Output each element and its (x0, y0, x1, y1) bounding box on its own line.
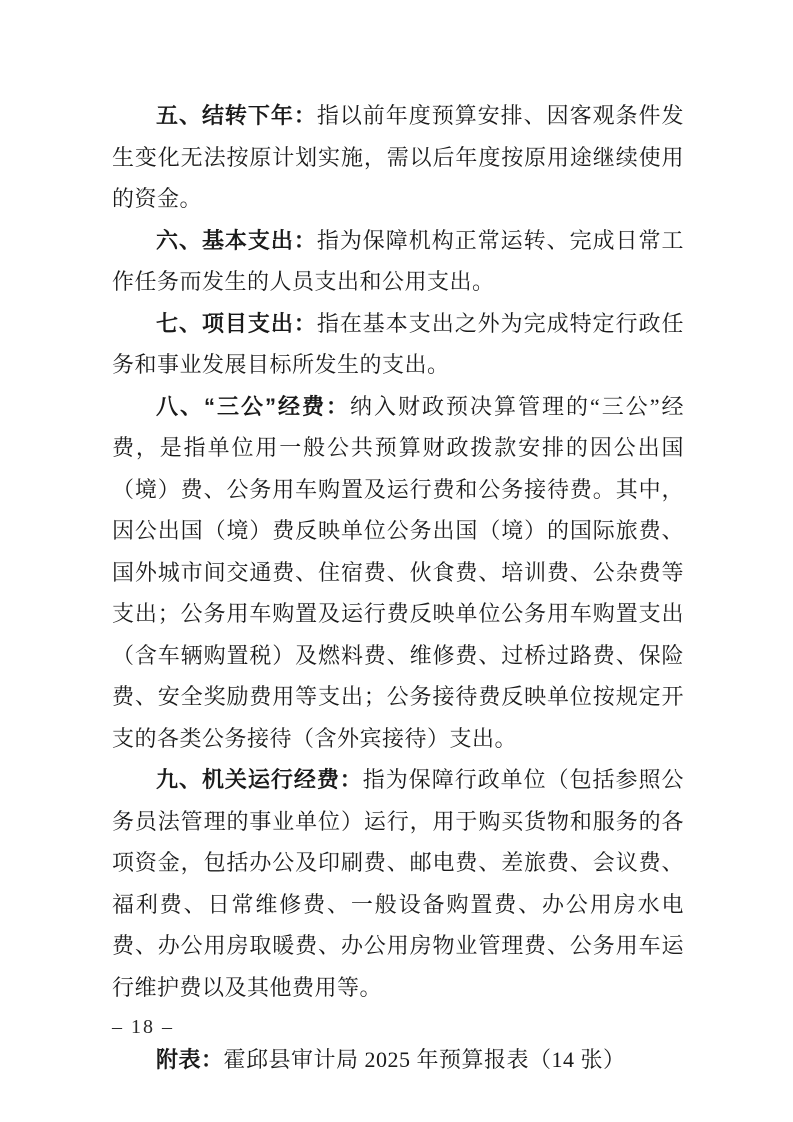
paragraph-term-9-agency-operating-funds (112, 759, 684, 1008)
paragraph-term-6-text: 指为保障机构正常运转、完成日常工作任务而发生的人员支出和公用支出。 (112, 227, 684, 294)
document-body (112, 95, 684, 1081)
paragraph-term-7-text: 指在基本支出之外为完成特定行政任务和事业发展目标所发生的支出。 (112, 310, 684, 377)
paragraph-term-6-basic-expenditure (112, 220, 684, 303)
paragraph-term-5-text: 指以前年度预算安排、因客观条件发生变化无法按原计划实施，需以后年度按原用途继续使用的资金。 (112, 103, 684, 211)
paragraph-term-9-text: 指为保障行政单位（包括参照公务员法管理的事业单位）运行，用于购买货物和服务的各项资金，包括办公及印刷费、邮电费、差旅费、会议费、福利费、日常维修费、一般设备购置费、办公用房水电费、办公用房取暖费、办公用房物业管理费、公务用车运行维护费以及其他费用等。 (112, 767, 684, 1000)
attachment-note-text: 霍邱县审计局 2025 年预算报表（14 张） (223, 1047, 626, 1072)
attachment-note-label: 附表： (156, 1047, 224, 1072)
paragraph-term-8-text: 纳入财政预决算管理的“三公”经费，是指单位用一般公共预算财政拨款安排的因公出国（境）费、公务用车购置及运行费和公务接待费。其中，因公出国（境）费反映单位公务出国（境）的国际旅费、国外城市间交通费、住宿费、伙食费、培训费、公杂费等支出；公务用车购置及运行费反映单位公务用车购置支出（含车辆购置税）及燃料费、维修费、过桥过路费、保险费、安全奖励费用等支出；公务接待费反映单位按规定开支的各类公务接待（含外宾接待）支出。 (112, 393, 684, 751)
paragraph-term-8-label: 八、“三公”经费： (156, 393, 350, 419)
paragraph-term-8-three-public-funds (112, 386, 684, 760)
paragraph-term-9-label: 九、机关运行经费： (156, 767, 363, 792)
paragraph-term-5-label: 五、结转下年： (156, 103, 317, 128)
paragraph-term-6-label: 六、基本支出： (156, 227, 317, 253)
paragraph-term-7-project-expenditure (112, 303, 684, 386)
page-number: – 18 – (112, 1016, 174, 1038)
paragraph-term-5-carryover (112, 95, 684, 220)
paragraph-term-7-label: 七、项目支出： (156, 310, 317, 336)
attachment-note (112, 1039, 684, 1081)
